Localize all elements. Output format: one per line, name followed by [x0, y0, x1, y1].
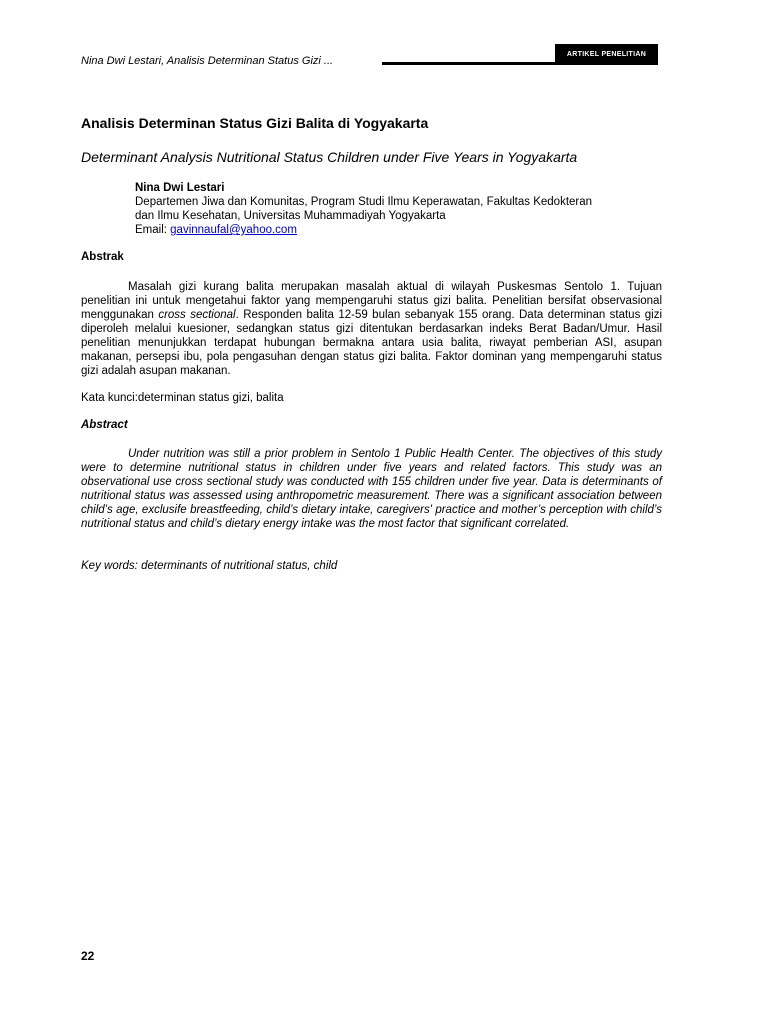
author-email-link[interactable]: gavinnaufal@yahoo.com	[170, 224, 297, 236]
author-affiliation-line2: dan Ilmu Kesehatan, Universitas Muhammadiyah Yogyakarta	[135, 210, 446, 222]
abstrak-italic-term: cross sectional	[158, 309, 236, 321]
email-label: Email:	[135, 224, 171, 236]
author-block	[135, 181, 665, 237]
abstract-body: Under nutrition was still a prior problem in Sentolo 1 Public Health Center. The objectives of this study were to determine nutritional status in children under five years and related factors. This study was an observational use cross sectional study was conducted with 155 children under five year. Data is determinants of nutritional status was assessed using anthropometric measurement. There was a significant association between child’s age, exclusife breastfeeding, child’s dietary intake, caregivers' practice and mother’s perception with child’s nutritional status and child’s dietary energy intake was the most factor that significant correlated.	[81, 448, 662, 530]
article-subtitle: Determinant Analysis Nutritional Status Children under Five Years in Yogyakarta	[81, 149, 578, 165]
key-words: Key words: determinants of nutritional status, child	[81, 560, 338, 572]
author-email-line	[135, 223, 665, 237]
author-name: Nina Dwi Lestari	[135, 182, 225, 194]
article-type-badge: ARTIKEL PENELITIAN	[555, 44, 658, 64]
running-head: Nina Dwi Lestari, Analisis Determinan Status Gizi ...	[81, 55, 334, 67]
author-affiliation-line1: Departemen Jiwa dan Komunitas, Program Studi Ilmu Keperawatan, Fakultas Kedokteran	[135, 196, 593, 208]
page-number: 22	[81, 949, 95, 963]
abstrak-heading: Abstrak	[81, 251, 124, 263]
abstrak-body	[81, 280, 662, 378]
abstrak-text-part2: . Responden balita 12-59 bulan sebanyak 155 orang. Data determinan status gizi diperoleh melalui kuesioner, sedangkan status gizi ditentukan berdasarkan indeks Berat Badan/Umur. Hasil penelitian menunjukkan terdapat hubungan bermakna antara usia balita, riwayat pemberian ASI, asupan makanan, persepsi ibu, pola pengasuhan dengan status gizi balita. Faktor dominan yang mempengaruhi status gizi adalah asupan makanan.	[81, 309, 662, 377]
abstract-heading: Abstract	[81, 419, 128, 431]
kata-kunci: Kata kunci:determinan status gizi, balita	[81, 392, 284, 404]
article-title: Analisis Determinan Status Gizi Balita di Yogyakarta	[81, 115, 429, 131]
abstrak-text-part1: Masalah gizi kurang balita merupakan masalah aktual di wilayah Puskesmas Sentolo 1. Tujuan penelitian ini untuk mengetahui faktor yang mempengaruhi status gizi balita. Penelitian bersifat observasional menggunakan	[81, 281, 662, 321]
